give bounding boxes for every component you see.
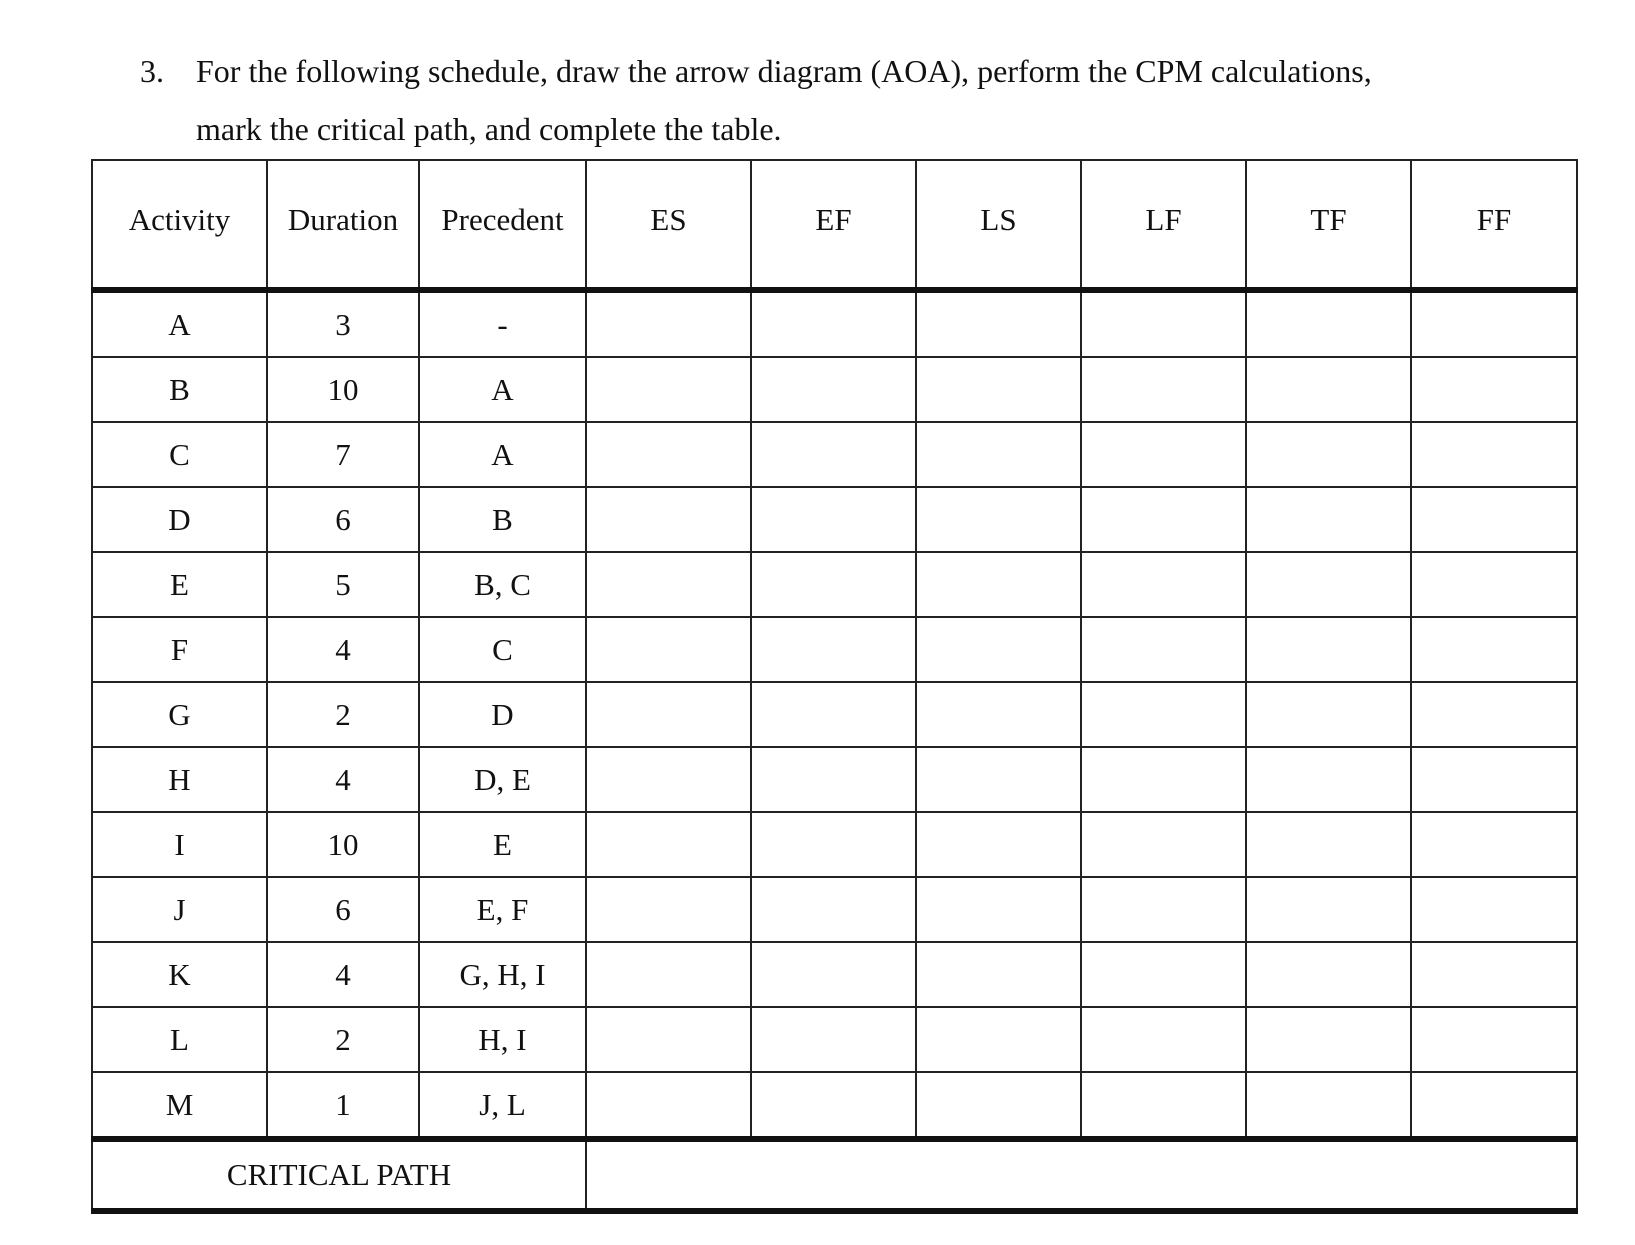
duration-cell: 1 (267, 1072, 419, 1139)
tf-answer-cell[interactable] (1246, 552, 1411, 617)
tf-answer-cell[interactable] (1246, 747, 1411, 812)
ls-answer-cell[interactable] (916, 1007, 1081, 1072)
header-ff: FF (1411, 160, 1577, 290)
lf-answer-cell[interactable] (1081, 422, 1246, 487)
tf-answer-cell[interactable] (1246, 877, 1411, 942)
tf-answer-cell[interactable] (1246, 1072, 1411, 1139)
es-answer-cell[interactable] (586, 290, 751, 357)
es-answer-cell[interactable] (586, 357, 751, 422)
header-es: ES (586, 160, 751, 290)
es-answer-cell[interactable] (586, 1072, 751, 1139)
table-row (92, 422, 1577, 487)
tf-answer-cell[interactable] (1246, 812, 1411, 877)
es-answer-cell[interactable] (586, 812, 751, 877)
ff-answer-cell[interactable] (1411, 422, 1577, 487)
tf-answer-cell[interactable] (1246, 487, 1411, 552)
question-line-1 (140, 42, 1372, 100)
ef-answer-cell[interactable] (751, 682, 916, 747)
es-answer-cell[interactable] (586, 1007, 751, 1072)
tf-answer-cell[interactable] (1246, 1007, 1411, 1072)
ef-answer-cell[interactable] (751, 290, 916, 357)
table-row (92, 747, 1577, 812)
duration-cell: 3 (267, 290, 419, 357)
lf-answer-cell[interactable] (1081, 747, 1246, 812)
activity-cell: L (92, 1007, 267, 1072)
ff-answer-cell[interactable] (1411, 357, 1577, 422)
ef-answer-cell[interactable] (751, 747, 916, 812)
lf-answer-cell[interactable] (1081, 487, 1246, 552)
ls-answer-cell[interactable] (916, 357, 1081, 422)
duration-cell: 10 (267, 357, 419, 422)
ff-answer-cell[interactable] (1411, 487, 1577, 552)
ls-answer-cell[interactable] (916, 552, 1081, 617)
ef-answer-cell[interactable] (751, 617, 916, 682)
header-ls: LS (916, 160, 1081, 290)
precedent-cell: D (419, 682, 586, 747)
es-answer-cell[interactable] (586, 487, 751, 552)
critical-path-answer-cell[interactable] (586, 1139, 1577, 1211)
ef-answer-cell[interactable] (751, 357, 916, 422)
precedent-cell: E, F (419, 877, 586, 942)
ff-answer-cell[interactable] (1411, 682, 1577, 747)
precedent-cell: B, C (419, 552, 586, 617)
ls-answer-cell[interactable] (916, 942, 1081, 1007)
ff-answer-cell[interactable] (1411, 942, 1577, 1007)
es-answer-cell[interactable] (586, 617, 751, 682)
es-answer-cell[interactable] (586, 552, 751, 617)
activity-cell: I (92, 812, 267, 877)
table-row (92, 942, 1577, 1007)
cpm-table (91, 159, 1578, 1214)
lf-answer-cell[interactable] (1081, 682, 1246, 747)
precedent-cell: J, L (419, 1072, 586, 1139)
table-row (92, 290, 1577, 357)
tf-answer-cell[interactable] (1246, 422, 1411, 487)
lf-answer-cell[interactable] (1081, 552, 1246, 617)
es-answer-cell[interactable] (586, 877, 751, 942)
question-number: 3. (140, 53, 164, 89)
ls-answer-cell[interactable] (916, 290, 1081, 357)
duration-cell: 2 (267, 1007, 419, 1072)
activity-cell: M (92, 1072, 267, 1139)
table-row (92, 682, 1577, 747)
table-row (92, 617, 1577, 682)
duration-cell: 4 (267, 617, 419, 682)
ef-answer-cell[interactable] (751, 487, 916, 552)
header-row (92, 160, 1577, 290)
question-text (140, 42, 1372, 158)
activity-cell: H (92, 747, 267, 812)
table-row (92, 812, 1577, 877)
duration-cell: 6 (267, 877, 419, 942)
ff-answer-cell[interactable] (1411, 617, 1577, 682)
precedent-cell: E (419, 812, 586, 877)
precedent-cell: - (419, 290, 586, 357)
table-row (92, 487, 1577, 552)
es-answer-cell[interactable] (586, 422, 751, 487)
header-precedent: Precedent (419, 160, 586, 290)
ef-answer-cell[interactable] (751, 1072, 916, 1139)
activity-cell: D (92, 487, 267, 552)
lf-answer-cell[interactable] (1081, 617, 1246, 682)
ff-answer-cell[interactable] (1411, 1072, 1577, 1139)
tf-answer-cell[interactable] (1246, 357, 1411, 422)
ls-answer-cell[interactable] (916, 422, 1081, 487)
tf-answer-cell[interactable] (1246, 682, 1411, 747)
ls-answer-cell[interactable] (916, 617, 1081, 682)
duration-cell: 6 (267, 487, 419, 552)
critical-path-label: CRITICAL PATH (92, 1139, 586, 1211)
activity-cell: B (92, 357, 267, 422)
duration-cell: 2 (267, 682, 419, 747)
ef-answer-cell[interactable] (751, 812, 916, 877)
table-row (92, 357, 1577, 422)
precedent-cell: D, E (419, 747, 586, 812)
ls-answer-cell[interactable] (916, 812, 1081, 877)
header-tf: TF (1246, 160, 1411, 290)
precedent-cell: G, H, I (419, 942, 586, 1007)
table-body (92, 290, 1577, 1139)
duration-cell: 10 (267, 812, 419, 877)
table-row (92, 877, 1577, 942)
precedent-cell: C (419, 617, 586, 682)
ef-answer-cell[interactable] (751, 422, 916, 487)
ef-answer-cell[interactable] (751, 942, 916, 1007)
lf-answer-cell[interactable] (1081, 1007, 1246, 1072)
question-line-2: mark the critical path, and complete the table. (196, 111, 782, 147)
ls-answer-cell[interactable] (916, 1072, 1081, 1139)
ls-answer-cell[interactable] (916, 877, 1081, 942)
lf-answer-cell[interactable] (1081, 357, 1246, 422)
ef-answer-cell[interactable] (751, 1007, 916, 1072)
tf-answer-cell[interactable] (1246, 290, 1411, 357)
es-answer-cell[interactable] (586, 942, 751, 1007)
activity-cell: G (92, 682, 267, 747)
activity-cell: K (92, 942, 267, 1007)
header-lf: LF (1081, 160, 1246, 290)
tf-answer-cell[interactable] (1246, 942, 1411, 1007)
ef-answer-cell[interactable] (751, 877, 916, 942)
precedent-cell: A (419, 357, 586, 422)
lf-answer-cell[interactable] (1081, 1072, 1246, 1139)
ff-answer-cell[interactable] (1411, 747, 1577, 812)
es-answer-cell[interactable] (586, 747, 751, 812)
duration-cell: 4 (267, 942, 419, 1007)
precedent-cell: B (419, 487, 586, 552)
activity-cell: F (92, 617, 267, 682)
lf-answer-cell[interactable] (1081, 877, 1246, 942)
duration-cell: 7 (267, 422, 419, 487)
table-row (92, 552, 1577, 617)
duration-cell: 4 (267, 747, 419, 812)
header-ef: EF (751, 160, 916, 290)
header-activity: Activity (92, 160, 267, 290)
ff-answer-cell[interactable] (1411, 812, 1577, 877)
es-answer-cell[interactable] (586, 682, 751, 747)
question-line-1-text: For the following schedule, draw the arrow diagram (AOA), perform the CPM calculations, (196, 53, 1372, 89)
table-row (92, 1072, 1577, 1139)
activity-cell: A (92, 290, 267, 357)
critical-path-row (92, 1139, 1577, 1211)
ef-answer-cell[interactable] (751, 552, 916, 617)
table-row (92, 1007, 1577, 1072)
duration-cell: 5 (267, 552, 419, 617)
lf-answer-cell[interactable] (1081, 812, 1246, 877)
ff-answer-cell[interactable] (1411, 290, 1577, 357)
activity-cell: C (92, 422, 267, 487)
ff-answer-cell[interactable] (1411, 552, 1577, 617)
precedent-cell: H, I (419, 1007, 586, 1072)
ls-answer-cell[interactable] (916, 487, 1081, 552)
ls-answer-cell[interactable] (916, 682, 1081, 747)
header-duration: Duration (267, 160, 419, 290)
ff-answer-cell[interactable] (1411, 1007, 1577, 1072)
ls-answer-cell[interactable] (916, 747, 1081, 812)
activity-cell: E (92, 552, 267, 617)
precedent-cell: A (419, 422, 586, 487)
activity-cell: J (92, 877, 267, 942)
lf-answer-cell[interactable] (1081, 290, 1246, 357)
tf-answer-cell[interactable] (1246, 617, 1411, 682)
ff-answer-cell[interactable] (1411, 877, 1577, 942)
lf-answer-cell[interactable] (1081, 942, 1246, 1007)
